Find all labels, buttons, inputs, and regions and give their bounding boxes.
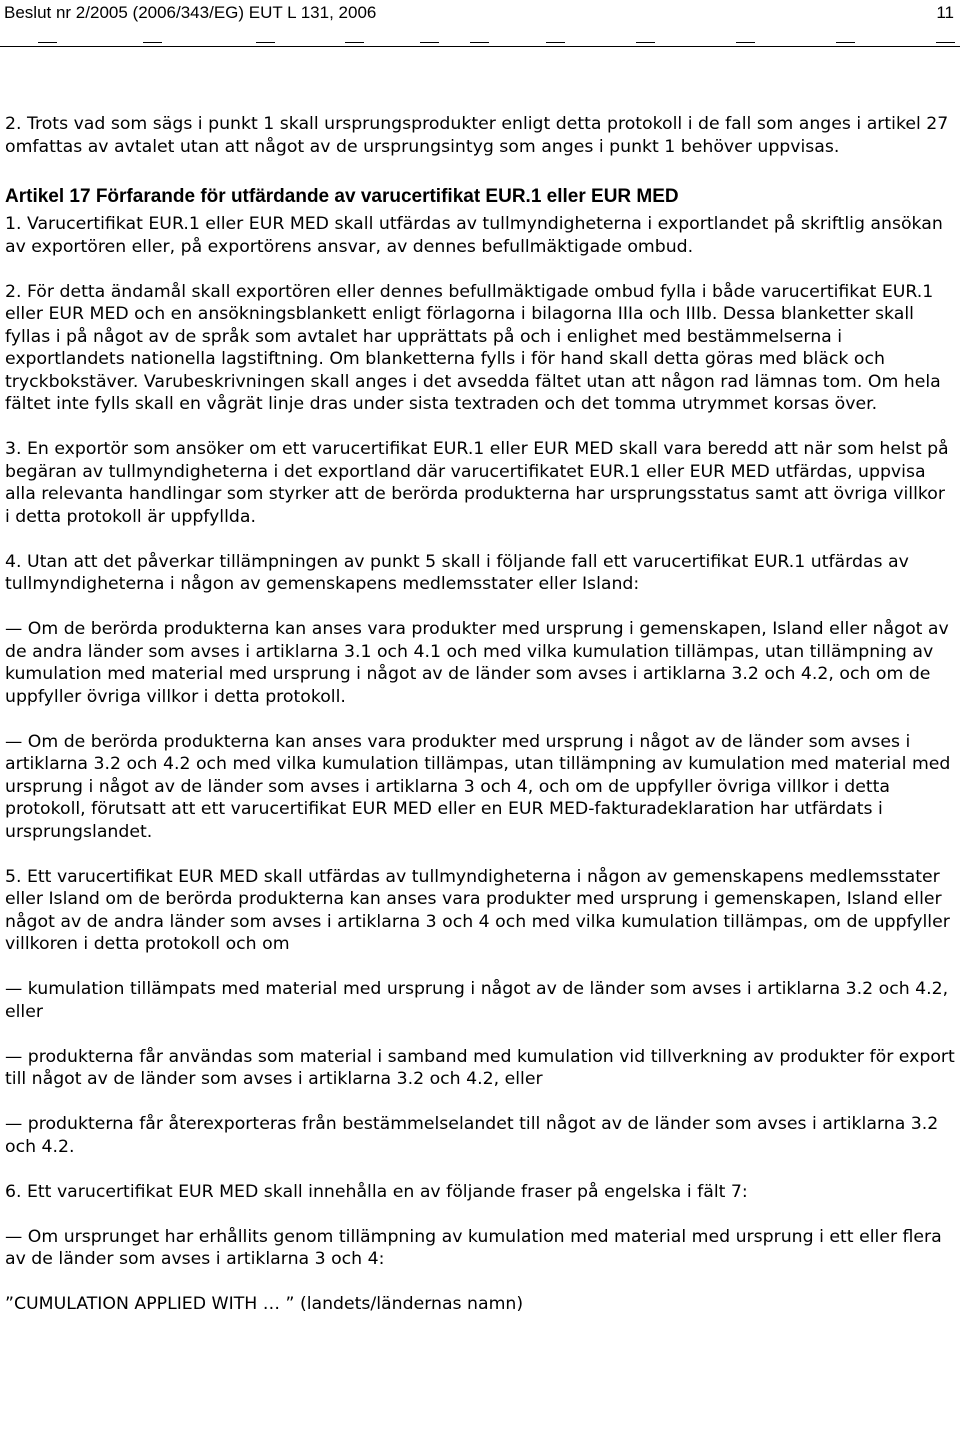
- header-rule-segment: [936, 42, 955, 43]
- article-17-heading: Artikel 17 Förfarande för utfärdande av varucertifikat EUR.1 eller EUR MED: [5, 186, 679, 207]
- header-rule-segment: [345, 42, 364, 43]
- header-rule-segment: [836, 42, 855, 43]
- header-rule-line: [0, 46, 960, 47]
- header-rule-segment: [736, 42, 755, 43]
- journal-reference: Beslut nr 2/2005 (2006/343/EG) EUT L 131, 2006: [4, 3, 377, 22]
- header-rule-segment: [636, 42, 655, 43]
- header-rule: [0, 37, 960, 49]
- list-item-re-export: — produkterna får återexporteras från bestämmelselandet till något av de länder som avses i artiklarna 3.2 och 4.2.: [5, 1114, 939, 1157]
- list-item-cumulation-applied: — kumulation tillämpats med material med ursprung i något av de länder som avses i artiklarna 3.2 och 4.2, eller: [5, 979, 949, 1022]
- paragraph-2-original-proof-exemption: 2. Trots vad som sägs i punkt 1 skall ursprungsprodukter enligt detta protokoll i de fall som anges i artikel 27 omfattas av avtalet utan att något av de ursprungsintyg som anges i punkt 1 behöver uppvisas.: [5, 114, 949, 157]
- paragraph-5-eur-med: 5. Ett varucertifikat EUR MED skall utfärdas av tullmyndigheterna i någon av gemenskapens medlemsstater eller Island om de berörda produkterna kan anses vara produkter med ursprung i gemenskapen, Island eller något av de andra länder som avses i artiklarna 3 och 4 och med vilka kumulation tillämpas, om de uppfyller villkoren i detta protokoll och om: [5, 866, 950, 954]
- header-rule-segment: [38, 42, 57, 43]
- header-rule-segment: [470, 42, 489, 43]
- list-item-material-use: — produkterna får användas som material i samband med kumulation vid tillverkning av produkter för export till något av de länder som avses i artiklarna 3.2 och 4.2, eller: [5, 1046, 955, 1089]
- paragraph-6-english-phrases: 6. Ett varucertifikat EUR MED skall innehålla en av följande fraser på engelska i fält 7:: [5, 1181, 748, 1202]
- header-rule-segment: [256, 42, 275, 43]
- document-body: [5, 113, 955, 1316]
- page-header: [0, 0, 960, 30]
- cumulation-applied-phrase: ”CUMULATION APPLIED WITH … ” (landets/ländernas namn): [5, 1294, 524, 1314]
- paragraph-3-exporter-documents: 3. En exportör som ansöker om ett varucertifikat EUR.1 eller EUR MED skall vara beredd att när som helst på begäran av tullmyndigheterna i det exportland där varucertifikatet EUR.1 eller EUR MED utfärdas, uppvisa alla relevanta handlingar som styrker att de berörda produkterna har ursprungsstatus samt att övriga villkor i detta protokoll är uppfyllda.: [5, 439, 949, 527]
- paragraph-1-certificate-issuance: 1. Varucertifikat EUR.1 eller EUR MED skall utfärdas av tullmyndigheterna i exportlandet på skriftlig ansökan av exportören eller, på exportörens ansvar, av dennes befullmäktigade ombud.: [5, 214, 943, 257]
- list-item-origin-other-countries: — Om de berörda produkterna kan anses vara produkter med ursprung i något av de länder som avses i artiklarna 3.2 och 4.2 och med vilka kumulation tillämpas, utan tillämpning av kumulation med material med ursprung i något av de länder som avses i artiklarna 3 och 4, och om de uppfyller övriga villkor i detta protokoll, förutsatt att ett varucertifikat EUR MED eller en EUR MED-fakturadeklaration har utfärdats i ursprungslandet.: [5, 731, 951, 842]
- header-rule-segment: [546, 42, 565, 43]
- list-item-origin-phrase: — Om ursprunget har erhållits genom tillämpning av kumulation med material med ursprung i ett eller flera av de länder som avses i artiklarna 3 och 4:: [5, 1226, 942, 1269]
- list-item-origin-community: — Om de berörda produkterna kan anses vara produkter med ursprung i gemenskapen, Island eller något av de andra länder som avses i artiklarna 3.1 och 4.1 och med vilka kumulation tillämpas, utan tillämpning av kumulation med material med ursprung i något av de länder som avses i artiklarna 3.2 och 4.2, och om de uppfyller övriga villkor i detta protokoll.: [5, 619, 949, 707]
- paragraph-4-eur1-cases: 4. Utan att det påverkar tillämpningen av punkt 5 skall i följande fall ett varucertifikat EUR.1 utfärdas av tullmyndigheterna i någon av gemenskapens medlemsstater eller Island:: [5, 551, 909, 594]
- page-number: 11: [936, 3, 954, 22]
- header-rule-segment: [143, 42, 162, 43]
- header-rule-segment: [420, 42, 439, 43]
- paragraph-2-application-form: 2. För detta ändamål skall exportören eller dennes befullmäktigade ombud fylla i både varucertifikat EUR.1 eller EUR MED och en ansökningsblankett enligt förlagorna i bilagorna IIIa och IIIb. Dessa blanketter skall fyllas i på något av de språk som avtalet har upprättats på och i enlighet med bestämmelserna i exportlandets nationella lagstiftning. Om blanketterna fylls i för hand skall detta göras med bläck och tryckbokstäver. Varubeskrivningen skall anges i det avsedda fältet utan att någon rad lämnas tom. Om hela fältet inte fylls skall en vågrät linje dras under sista textraden och det tomma utrymmet korsas över.: [5, 281, 941, 414]
